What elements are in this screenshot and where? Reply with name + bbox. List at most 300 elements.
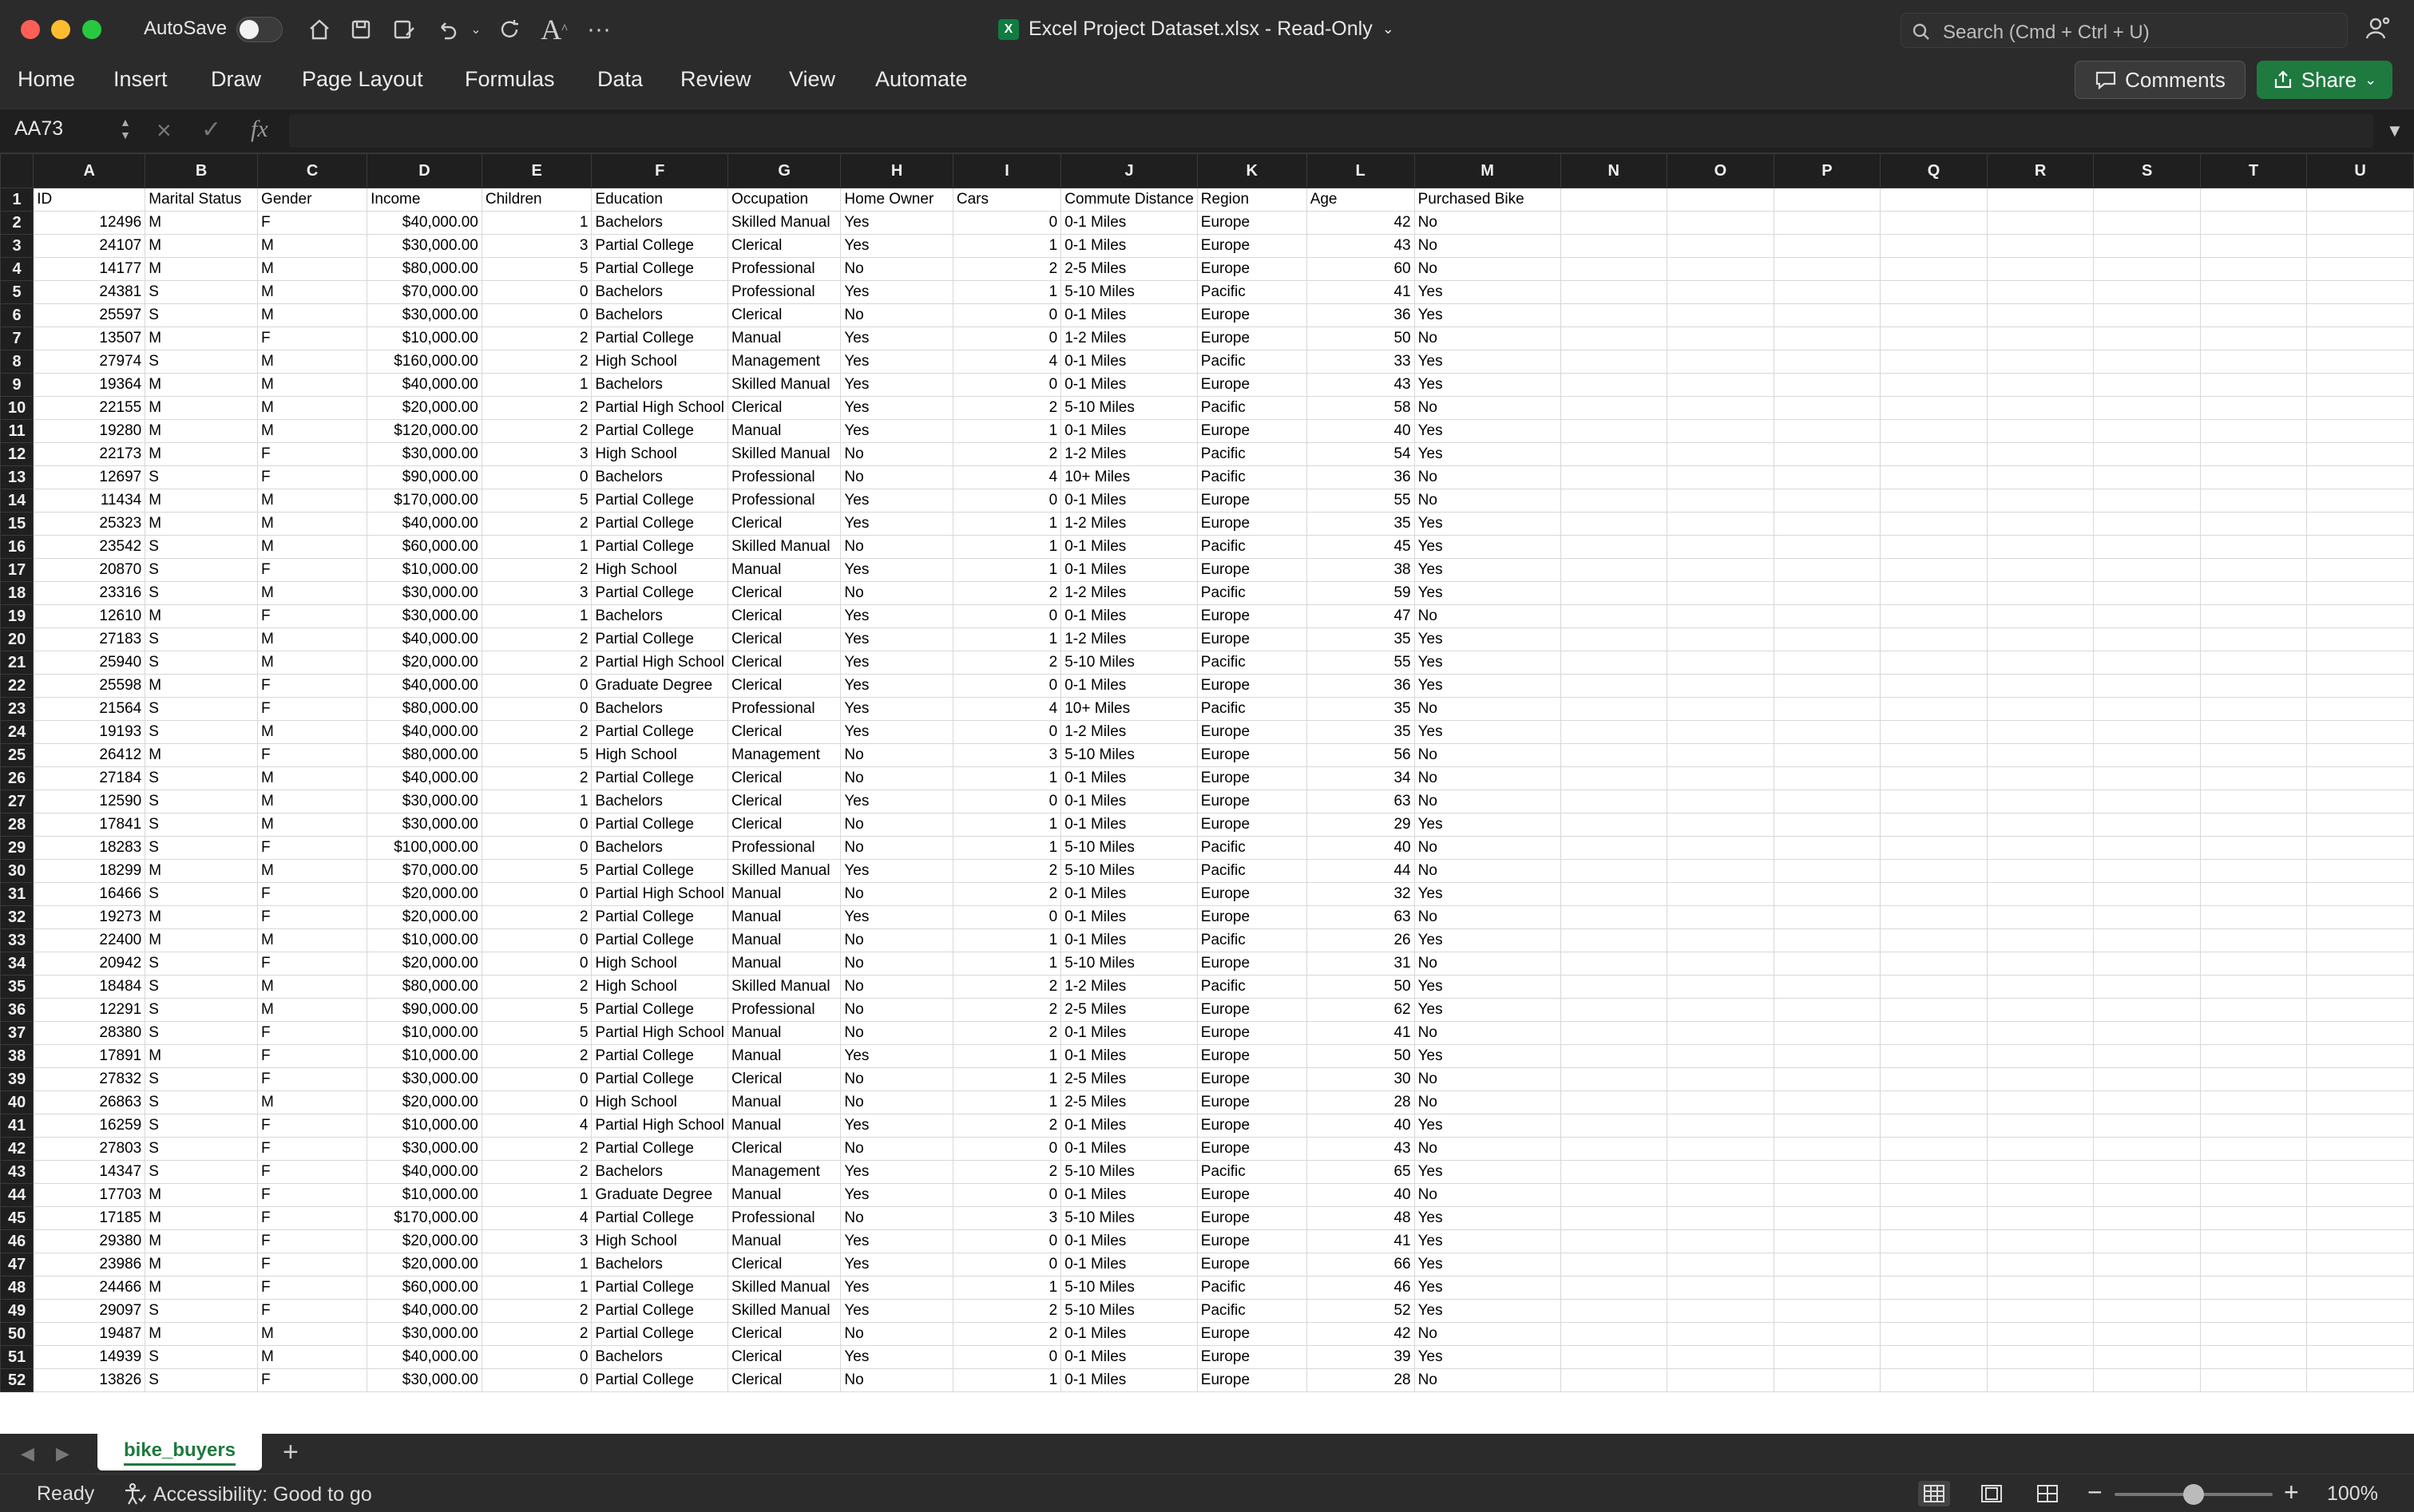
cell[interactable] (1774, 929, 1880, 952)
cell[interactable]: F (258, 1300, 367, 1323)
cell[interactable] (2307, 188, 2414, 212)
cell[interactable]: 1-2 Miles (1061, 327, 1198, 350)
cell[interactable]: $40,000.00 (367, 1300, 482, 1323)
cell[interactable] (2094, 466, 2200, 489)
cell[interactable] (2307, 1207, 2414, 1230)
cell[interactable]: Europe (1197, 813, 1306, 837)
column-header[interactable]: D (367, 154, 482, 188)
cell[interactable] (1881, 212, 1988, 235)
cell[interactable] (1987, 281, 2094, 304)
cell[interactable] (1560, 212, 1667, 235)
cell[interactable]: 19273 (34, 906, 145, 929)
cell[interactable] (1987, 1068, 2094, 1091)
cell[interactable]: 2 (482, 976, 592, 999)
cell[interactable]: Pacific (1197, 582, 1306, 605)
cell[interactable]: No (841, 443, 953, 466)
cell[interactable]: Bachelors (592, 1253, 728, 1276)
cell[interactable]: 2 (953, 1323, 1060, 1346)
cell[interactable]: No (1414, 860, 1560, 883)
cell[interactable]: F (258, 906, 367, 929)
row-header[interactable]: 3 (1, 235, 34, 258)
cell[interactable]: Pacific (1197, 860, 1306, 883)
cell[interactable]: Partial High School (592, 651, 728, 675)
cell[interactable]: 2 (482, 397, 592, 420)
cell[interactable] (2200, 837, 2306, 860)
cell[interactable]: 47 (1306, 605, 1414, 628)
cell[interactable]: Graduate Degree (592, 1184, 728, 1207)
cell[interactable]: 40 (1306, 837, 1414, 860)
cell[interactable]: $10,000.00 (367, 1022, 482, 1045)
cell[interactable] (1774, 883, 1880, 906)
cell[interactable]: M (145, 1045, 258, 1068)
cell[interactable]: Europe (1197, 1346, 1306, 1369)
row-header[interactable]: 26 (1, 767, 34, 790)
cell[interactable]: 3 (482, 235, 592, 258)
cell[interactable]: Partial College (592, 235, 728, 258)
cell[interactable] (1667, 1323, 1774, 1346)
cell[interactable]: $90,000.00 (367, 999, 482, 1022)
cell[interactable]: 0 (953, 1138, 1060, 1161)
cell[interactable]: $30,000.00 (367, 1369, 482, 1392)
cell[interactable] (1881, 1323, 1988, 1346)
cell[interactable]: Yes (841, 513, 953, 536)
cell[interactable] (2200, 582, 2306, 605)
cell[interactable] (1987, 883, 2094, 906)
cell[interactable]: Yes (841, 860, 953, 883)
cell[interactable]: 33 (1306, 350, 1414, 374)
cell[interactable] (1774, 1045, 1880, 1068)
cell[interactable]: 0-1 Miles (1061, 906, 1198, 929)
cell[interactable]: 14177 (34, 258, 145, 281)
cell[interactable]: S (145, 651, 258, 675)
cell[interactable]: 0 (953, 605, 1060, 628)
cell[interactable]: $30,000.00 (367, 1068, 482, 1091)
cell[interactable]: $10,000.00 (367, 929, 482, 952)
cell[interactable] (1560, 1091, 1667, 1114)
cell[interactable]: 1 (482, 1276, 592, 1300)
cell[interactable]: 2 (953, 976, 1060, 999)
cell[interactable]: Europe (1197, 1230, 1306, 1253)
cell[interactable]: 0-1 Miles (1061, 1323, 1198, 1346)
cell[interactable] (2200, 1161, 2306, 1184)
cell[interactable] (2200, 1276, 2306, 1300)
column-header[interactable]: P (1774, 154, 1880, 188)
cell[interactable]: $40,000.00 (367, 721, 482, 744)
cell[interactable]: 41 (1306, 281, 1414, 304)
cell[interactable]: Yes (841, 906, 953, 929)
cell[interactable]: S (145, 837, 258, 860)
cell[interactable]: Clerical (728, 397, 841, 420)
cell[interactable] (1881, 1230, 1988, 1253)
cell[interactable] (1987, 813, 2094, 837)
cell[interactable] (1881, 258, 1988, 281)
cell[interactable]: 0-1 Miles (1061, 350, 1198, 374)
row-header[interactable]: 8 (1, 350, 34, 374)
cell[interactable] (2094, 374, 2200, 397)
cell[interactable]: S (145, 281, 258, 304)
tab-view[interactable]: View (789, 67, 836, 91)
column-header[interactable]: I (953, 154, 1060, 188)
cell[interactable]: M (145, 929, 258, 952)
cell[interactable]: 59 (1306, 582, 1414, 605)
cell[interactable]: 5-10 Miles (1061, 860, 1198, 883)
cell[interactable]: No (841, 883, 953, 906)
cell[interactable] (2094, 420, 2200, 443)
cell[interactable] (1987, 188, 2094, 212)
cell[interactable]: 66 (1306, 1253, 1414, 1276)
cell[interactable]: Europe (1197, 235, 1306, 258)
cell[interactable] (1667, 767, 1774, 790)
cell[interactable] (2094, 212, 2200, 235)
cell[interactable]: Bachelors (592, 1346, 728, 1369)
cell[interactable] (1560, 976, 1667, 999)
cell[interactable]: 5 (482, 258, 592, 281)
cell[interactable]: Partial College (592, 929, 728, 952)
document-title[interactable] (998, 18, 1394, 41)
cell[interactable]: No (841, 837, 953, 860)
cell[interactable]: 2 (482, 767, 592, 790)
cell[interactable] (1774, 1161, 1880, 1184)
cell[interactable] (1987, 1138, 2094, 1161)
cell[interactable] (1987, 1114, 2094, 1138)
cell[interactable]: Europe (1197, 489, 1306, 513)
cell[interactable]: No (841, 1022, 953, 1045)
cell[interactable] (1774, 420, 1880, 443)
cell[interactable]: Yes (1414, 1207, 1560, 1230)
cell[interactable] (2094, 582, 2200, 605)
cell[interactable]: 55 (1306, 651, 1414, 675)
cell[interactable] (1987, 976, 2094, 999)
cell[interactable]: Pacific (1197, 976, 1306, 999)
cell[interactable]: Pacific (1197, 397, 1306, 420)
cell[interactable] (2307, 235, 2414, 258)
cell[interactable] (1881, 1045, 1988, 1068)
cell[interactable]: 2 (953, 258, 1060, 281)
cell[interactable] (2200, 790, 2306, 813)
tab-page-layout[interactable]: Page Layout (302, 67, 423, 91)
cell[interactable]: Yes (841, 790, 953, 813)
cell[interactable]: Bachelors (592, 304, 728, 327)
cell[interactable]: Yes (841, 212, 953, 235)
cell[interactable]: 62 (1306, 999, 1414, 1022)
cell[interactable] (1667, 1184, 1774, 1207)
cell[interactable] (1667, 976, 1774, 999)
cell[interactable] (1560, 374, 1667, 397)
cell[interactable] (2200, 1230, 2306, 1253)
cell[interactable]: $30,000.00 (367, 605, 482, 628)
cell[interactable] (1774, 1184, 1880, 1207)
cell[interactable] (1560, 721, 1667, 744)
cell[interactable]: 5-10 Miles (1061, 397, 1198, 420)
cell[interactable] (2094, 651, 2200, 675)
cell[interactable]: Pacific (1197, 443, 1306, 466)
cell[interactable] (1667, 952, 1774, 976)
cell[interactable]: Professional (728, 489, 841, 513)
cell[interactable] (2094, 559, 2200, 582)
cell[interactable]: 1 (953, 1068, 1060, 1091)
cell[interactable]: S (145, 1114, 258, 1138)
cell[interactable]: 1 (953, 536, 1060, 559)
cell[interactable] (1774, 559, 1880, 582)
cell[interactable]: Clerical (728, 304, 841, 327)
cell[interactable] (1774, 906, 1880, 929)
cell[interactable] (2094, 999, 2200, 1022)
cell[interactable]: 0-1 Miles (1061, 929, 1198, 952)
cell[interactable]: S (145, 350, 258, 374)
cell[interactable] (1774, 1230, 1880, 1253)
cell[interactable] (1881, 1207, 1988, 1230)
cell[interactable]: Yes (1414, 1045, 1560, 1068)
cell[interactable] (1560, 489, 1667, 513)
cell[interactable]: Bachelors (592, 212, 728, 235)
cell[interactable] (1774, 582, 1880, 605)
cell[interactable]: 5 (482, 489, 592, 513)
cell[interactable]: Manual (728, 929, 841, 952)
cell[interactable] (1774, 374, 1880, 397)
cell[interactable]: 2 (482, 559, 592, 582)
cell[interactable] (1560, 790, 1667, 813)
cell[interactable]: Skilled Manual (728, 976, 841, 999)
cell[interactable]: $40,000.00 (367, 513, 482, 536)
zoom-slider-thumb[interactable] (2183, 1484, 2204, 1505)
cell[interactable]: Children (482, 188, 592, 212)
cell[interactable]: 0 (953, 212, 1060, 235)
row-header[interactable]: 48 (1, 1276, 34, 1300)
cell[interactable] (1881, 582, 1988, 605)
column-header[interactable]: C (258, 154, 367, 188)
cell[interactable]: F (258, 1230, 367, 1253)
cell[interactable] (2307, 651, 2414, 675)
cell[interactable]: Professional (728, 837, 841, 860)
cell[interactable]: 2 (953, 1161, 1060, 1184)
cell[interactable]: Partial College (592, 1300, 728, 1323)
sheet-tab-bike-buyers[interactable] (97, 1434, 262, 1470)
cell[interactable] (1667, 1276, 1774, 1300)
cell[interactable]: M (258, 767, 367, 790)
cell[interactable]: Pacific (1197, 1300, 1306, 1323)
cell[interactable] (2307, 559, 2414, 582)
cell[interactable] (1987, 235, 2094, 258)
cell[interactable]: $60,000.00 (367, 536, 482, 559)
cell[interactable]: $40,000.00 (367, 212, 482, 235)
cell[interactable]: F (258, 559, 367, 582)
cell[interactable]: M (258, 420, 367, 443)
row-header[interactable]: 12 (1, 443, 34, 466)
cell[interactable] (1774, 397, 1880, 420)
cell[interactable] (2094, 721, 2200, 744)
cell[interactable]: 0 (482, 675, 592, 698)
cell[interactable]: Professional (728, 258, 841, 281)
cell[interactable]: Yes (1414, 651, 1560, 675)
row-header[interactable]: 7 (1, 327, 34, 350)
cell[interactable]: F (258, 1045, 367, 1068)
row-header[interactable]: 24 (1, 721, 34, 744)
cell[interactable]: M (145, 489, 258, 513)
cell[interactable] (1881, 1276, 1988, 1300)
cell[interactable] (1881, 744, 1988, 767)
cell[interactable]: M (258, 1091, 367, 1114)
cell[interactable]: No (1414, 952, 1560, 976)
cell[interactable]: Pacific (1197, 281, 1306, 304)
cell[interactable]: $40,000.00 (367, 767, 482, 790)
cell[interactable]: Yes (1414, 883, 1560, 906)
cell[interactable] (1881, 698, 1988, 721)
accessibility-status[interactable] (123, 1482, 372, 1506)
cell[interactable] (1560, 952, 1667, 976)
redo-icon[interactable] (494, 14, 525, 45)
row-header[interactable]: 21 (1, 651, 34, 675)
cell[interactable]: 25940 (34, 651, 145, 675)
cell[interactable]: M (258, 513, 367, 536)
cell[interactable]: 2 (953, 582, 1060, 605)
tab-review[interactable]: Review (680, 67, 751, 91)
cell[interactable]: $20,000.00 (367, 651, 482, 675)
cell[interactable] (1667, 374, 1774, 397)
cell[interactable]: No (1414, 698, 1560, 721)
cell[interactable] (1667, 1091, 1774, 1114)
cell[interactable] (2200, 721, 2306, 744)
cell[interactable]: Yes (841, 235, 953, 258)
cell[interactable]: Professional (728, 1207, 841, 1230)
cell[interactable]: Europe (1197, 212, 1306, 235)
cell[interactable] (1667, 1045, 1774, 1068)
row-header[interactable]: 39 (1, 1068, 34, 1091)
cell[interactable] (1987, 350, 2094, 374)
cell[interactable] (2094, 744, 2200, 767)
cell[interactable]: $20,000.00 (367, 906, 482, 929)
cell[interactable] (1774, 767, 1880, 790)
cell[interactable]: 21564 (34, 698, 145, 721)
cell[interactable] (1987, 906, 2094, 929)
cell[interactable] (2200, 489, 2306, 513)
cell[interactable]: M (145, 860, 258, 883)
cell[interactable]: No (1414, 489, 1560, 513)
cell[interactable]: $70,000.00 (367, 860, 482, 883)
cell[interactable] (1881, 1184, 1988, 1207)
cell[interactable]: 24381 (34, 281, 145, 304)
comments-button[interactable] (2075, 61, 2246, 99)
row-header[interactable]: 49 (1, 1300, 34, 1323)
cell[interactable]: F (258, 675, 367, 698)
cell[interactable]: 0-1 Miles (1061, 1022, 1198, 1045)
cell[interactable]: 1 (482, 212, 592, 235)
cell[interactable]: 0 (953, 1230, 1060, 1253)
row-header[interactable]: 5 (1, 281, 34, 304)
cell[interactable] (2307, 767, 2414, 790)
column-header[interactable]: B (145, 154, 258, 188)
cell[interactable] (1881, 883, 1988, 906)
cell[interactable] (1667, 582, 1774, 605)
cell[interactable]: 1 (953, 952, 1060, 976)
cell[interactable] (1560, 350, 1667, 374)
row-header[interactable]: 38 (1, 1045, 34, 1068)
spreadsheet-grid[interactable] (0, 153, 2414, 1434)
cell[interactable] (2307, 837, 2414, 860)
cell[interactable]: Partial College (592, 1276, 728, 1300)
cell[interactable]: No (1414, 258, 1560, 281)
cell[interactable] (1881, 350, 1988, 374)
cell[interactable] (2094, 813, 2200, 837)
cell[interactable] (2307, 1323, 2414, 1346)
cell[interactable] (2307, 1276, 2414, 1300)
cell[interactable] (2307, 1022, 2414, 1045)
cell[interactable]: Yes (1414, 1114, 1560, 1138)
cell[interactable]: M (145, 212, 258, 235)
cell[interactable] (2094, 698, 2200, 721)
row-header[interactable]: 2 (1, 212, 34, 235)
cell[interactable]: S (145, 883, 258, 906)
cell[interactable] (2094, 1369, 2200, 1392)
cell[interactable] (1881, 952, 1988, 976)
cell[interactable] (1560, 1253, 1667, 1276)
cell[interactable] (2200, 952, 2306, 976)
cell[interactable]: Skilled Manual (728, 1300, 841, 1323)
cell[interactable]: Partial College (592, 1138, 728, 1161)
cell[interactable]: Gender (258, 188, 367, 212)
row-header[interactable]: 4 (1, 258, 34, 281)
cell[interactable] (1667, 605, 1774, 628)
cell[interactable]: Pacific (1197, 466, 1306, 489)
cell[interactable]: M (145, 397, 258, 420)
column-header[interactable]: F (592, 154, 728, 188)
cell[interactable]: 0-1 Miles (1061, 883, 1198, 906)
cell[interactable]: 5-10 Miles (1061, 1207, 1198, 1230)
cell[interactable] (2094, 628, 2200, 651)
cell[interactable]: 1 (953, 559, 1060, 582)
cell[interactable] (2307, 513, 2414, 536)
cell[interactable]: Europe (1197, 1369, 1306, 1392)
cell[interactable]: 5-10 Miles (1061, 837, 1198, 860)
cell[interactable] (2094, 1276, 2200, 1300)
cell[interactable] (1667, 883, 1774, 906)
cell[interactable] (2094, 258, 2200, 281)
cell[interactable] (1667, 628, 1774, 651)
cell[interactable]: Pacific (1197, 651, 1306, 675)
cell[interactable]: Europe (1197, 605, 1306, 628)
cell[interactable]: 13826 (34, 1369, 145, 1392)
column-header[interactable]: H (841, 154, 953, 188)
cell[interactable]: 2 (953, 1300, 1060, 1323)
cell[interactable]: Pacific (1197, 837, 1306, 860)
cell[interactable]: S (145, 1300, 258, 1323)
cell[interactable]: $80,000.00 (367, 744, 482, 767)
cell[interactable]: 22400 (34, 929, 145, 952)
select-all-corner[interactable] (1, 154, 34, 188)
cell[interactable]: S (145, 1138, 258, 1161)
row-header[interactable]: 27 (1, 790, 34, 813)
cell[interactable]: 1 (482, 374, 592, 397)
cell[interactable] (1560, 1138, 1667, 1161)
cell[interactable]: Yes (1414, 1346, 1560, 1369)
row-header[interactable]: 18 (1, 582, 34, 605)
cell[interactable]: S (145, 466, 258, 489)
cell[interactable]: 0-1 Miles (1061, 1346, 1198, 1369)
cell[interactable]: 45 (1306, 536, 1414, 559)
cell[interactable]: 0 (953, 374, 1060, 397)
cell[interactable]: 35 (1306, 698, 1414, 721)
cell[interactable] (2200, 513, 2306, 536)
column-header[interactable]: T (2200, 154, 2306, 188)
cell[interactable]: S (145, 559, 258, 582)
cell[interactable]: 27832 (34, 1068, 145, 1091)
cell[interactable] (2307, 883, 2414, 906)
cell[interactable] (1987, 651, 2094, 675)
cell[interactable]: 58 (1306, 397, 1414, 420)
row-header[interactable]: 47 (1, 1253, 34, 1276)
cell[interactable] (1560, 1022, 1667, 1045)
cell[interactable]: 2 (482, 628, 592, 651)
cell[interactable]: M (258, 1346, 367, 1369)
